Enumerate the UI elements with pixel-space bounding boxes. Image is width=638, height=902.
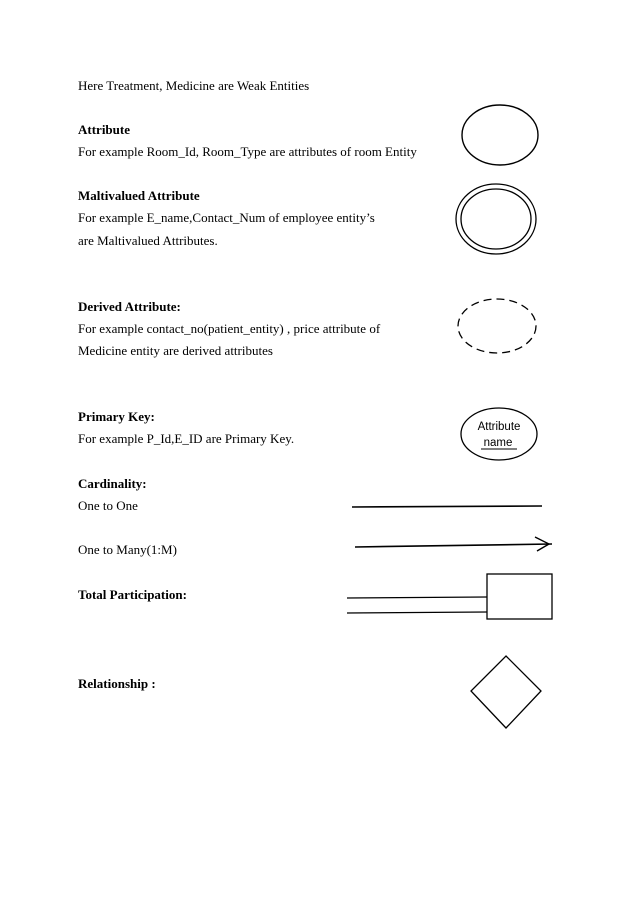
multivalued-description-line1: For example E_name,Contact_Num of employee entity’s bbox=[78, 210, 375, 225]
derived-heading: Derived Attribute: bbox=[78, 299, 181, 314]
cardinality-heading: Cardinality: bbox=[78, 476, 147, 491]
primary-key-shape-label-1: Attribute bbox=[477, 421, 521, 433]
entity-rectangle bbox=[487, 574, 552, 619]
attribute-ellipse bbox=[462, 105, 538, 165]
derived-description-line2: Medicine entity are derived attributes bbox=[78, 343, 273, 358]
intro-text: Here Treatment, Medicine are Weak Entities bbox=[78, 78, 310, 93]
relationship-heading: Relationship : bbox=[78, 676, 156, 691]
primary-key-description: For example P_Id,E_ID are Primary Key. bbox=[78, 431, 295, 446]
multivalued-description-line2: are Maltivalued Attributes. bbox=[78, 233, 218, 248]
relationship-diamond bbox=[471, 656, 541, 728]
one-to-one-line bbox=[352, 506, 542, 507]
one-to-many-crows-foot-line bbox=[355, 537, 552, 551]
total-participation-heading: Total Participation: bbox=[78, 587, 187, 602]
attribute-description: For example Room_Id, Room_Type are attributes of room Entity bbox=[78, 144, 417, 159]
total-participation-double-line bbox=[347, 574, 552, 619]
one-to-many-label: One to Many(1:M) bbox=[78, 542, 177, 557]
attribute-heading: Attribute bbox=[78, 122, 130, 137]
derived-dashed-ellipse bbox=[458, 299, 536, 353]
primary-key-heading: Primary Key: bbox=[78, 409, 155, 424]
primary-key-shape-label-2: name bbox=[483, 437, 513, 449]
one-to-one-label: One to One bbox=[78, 498, 138, 513]
primary-key-ellipse bbox=[461, 408, 537, 460]
multivalued-double-ellipse bbox=[456, 184, 536, 254]
multivalued-heading: Maltivalued Attribute bbox=[78, 188, 200, 203]
derived-description-line1: For example contact_no(patient_entity) , price attribute of bbox=[78, 321, 381, 336]
